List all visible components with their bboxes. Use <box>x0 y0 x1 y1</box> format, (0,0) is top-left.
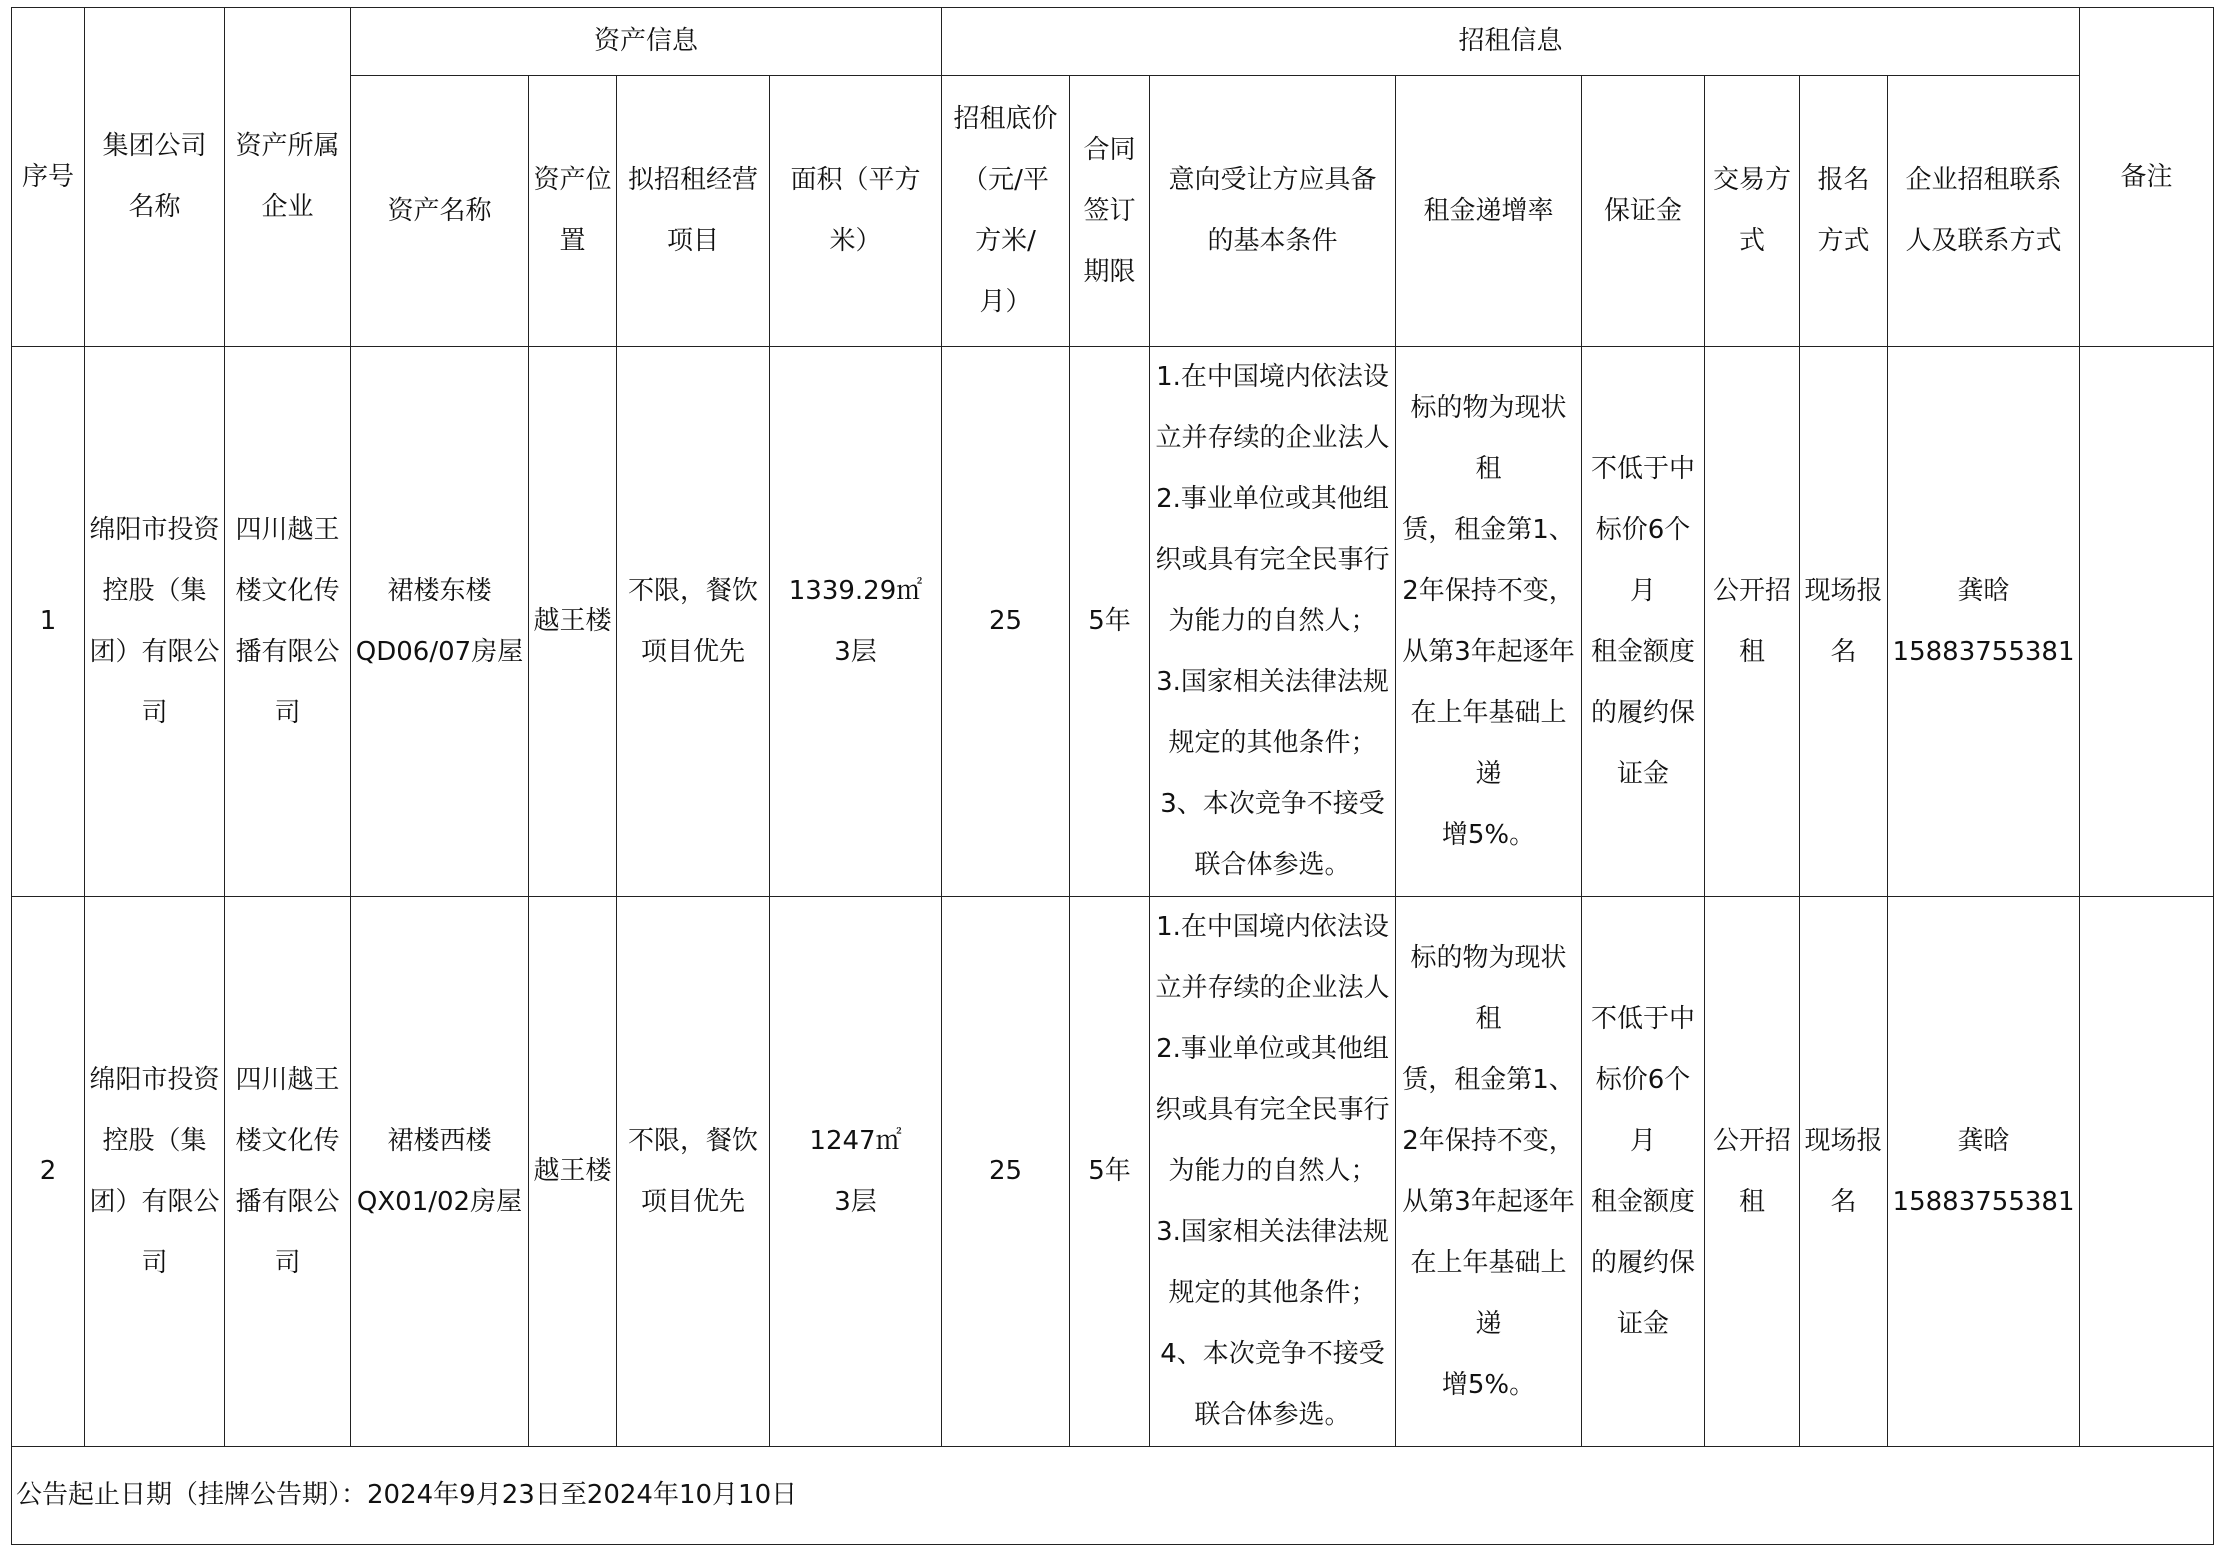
cell-price: 25 <box>942 897 1070 1447</box>
cell-term: 5年 <box>1070 897 1150 1447</box>
cell-area: 1339.29㎡ 3层 <box>770 347 942 897</box>
cell-increase: 标的物为现状租 赁，租金第1、 2年保持不变， 从第3年起逐年 在上年基础上递 增5%。 <box>1396 347 1582 897</box>
announcement-period: 公告起止日期（挂牌公告期）：2024年9月23日至2024年10月10日 <box>12 1447 2214 1545</box>
cell-location: 越王楼 <box>529 347 617 897</box>
cell-location: 越王楼 <box>529 897 617 1447</box>
table-row <box>12 897 2214 1447</box>
header-owner: 资产所属 企业 <box>225 8 351 347</box>
cell-seq: 1 <box>12 347 85 897</box>
cell-signup: 现场报 名 <box>1800 897 1888 1447</box>
cell-group: 绵阳市投资 控股（集 团）有限公 司 <box>85 897 225 1447</box>
header-location: 资产位 置 <box>529 76 617 347</box>
header-trade: 交易方 式 <box>1705 76 1800 347</box>
cell-conditions: 1.在中国境内依法设 立并存续的企业法人 2.事业单位或其他组 织或具有完全民事行 为能力的自然人； 3.国家相关法律法规 规定的其他条件； 4、本次竞争不接受 联合体参选。 <box>1150 897 1396 1447</box>
header-project: 拟招租经营 项目 <box>617 76 770 347</box>
cell-owner: 四川越王 楼文化传 播有限公 司 <box>225 897 351 1447</box>
cell-signup: 现场报 名 <box>1800 347 1888 897</box>
header-signup: 报名 方式 <box>1800 76 1888 347</box>
header-row-group <box>12 8 2214 76</box>
cell-area: 1247㎡ 3层 <box>770 897 942 1447</box>
header-lease-info: 招租信息 <box>942 8 2080 76</box>
cell-project: 不限，餐饮 项目优先 <box>617 347 770 897</box>
header-remark: 备注 <box>2080 8 2214 347</box>
cell-project: 不限，餐饮 项目优先 <box>617 897 770 1447</box>
header-deposit: 保证金 <box>1582 76 1705 347</box>
cell-trade: 公开招 租 <box>1705 897 1800 1447</box>
cell-deposit: 不低于中 标价6个月 租金额度 的履约保 证金 <box>1582 897 1705 1447</box>
cell-trade: 公开招 租 <box>1705 347 1800 897</box>
header-asset-info: 资产信息 <box>351 8 942 76</box>
header-contact: 企业招租联系 人及联系方式 <box>1888 76 2080 347</box>
header-seq: 序号 <box>12 8 85 347</box>
cell-owner: 四川越王 楼文化传 播有限公 司 <box>225 347 351 897</box>
cell-deposit: 不低于中 标价6个月 租金额度 的履约保 证金 <box>1582 347 1705 897</box>
cell-contact: 龚晗 15883755381 <box>1888 347 2080 897</box>
cell-remark <box>2080 347 2214 897</box>
cell-contact: 龚晗 15883755381 <box>1888 897 2080 1447</box>
cell-group: 绵阳市投资 控股（集 团）有限公 司 <box>85 347 225 897</box>
cell-conditions: 1.在中国境内依法设 立并存续的企业法人 2.事业单位或其他组 织或具有完全民事行 为能力的自然人； 3.国家相关法律法规 规定的其他条件； 3、本次竞争不接受 联合体参选。 <box>1150 347 1396 897</box>
lease-announcement-table <box>11 7 2214 1545</box>
cell-price: 25 <box>942 347 1070 897</box>
header-asset-name: 资产名称 <box>351 76 529 347</box>
cell-seq: 2 <box>12 897 85 1447</box>
header-increase: 租金递增率 <box>1396 76 1582 347</box>
header-group: 集团公司 名称 <box>85 8 225 347</box>
cell-term: 5年 <box>1070 347 1150 897</box>
header-area: 面积（平方 米） <box>770 76 942 347</box>
cell-asset-name: 裙楼西楼 QX01/02房屋 <box>351 897 529 1447</box>
header-conditions: 意向受让方应具备 的基本条件 <box>1150 76 1396 347</box>
cell-remark <box>2080 897 2214 1447</box>
header-price: 招租底价 （元/平 方米/ 月） <box>942 76 1070 347</box>
header-term: 合同 签订 期限 <box>1070 76 1150 347</box>
cell-increase: 标的物为现状租 赁，租金第1、 2年保持不变， 从第3年起逐年 在上年基础上递 增5%。 <box>1396 897 1582 1447</box>
table-row <box>12 347 2214 897</box>
cell-asset-name: 裙楼东楼 QD06/07房屋 <box>351 347 529 897</box>
footer-row <box>12 1447 2214 1545</box>
